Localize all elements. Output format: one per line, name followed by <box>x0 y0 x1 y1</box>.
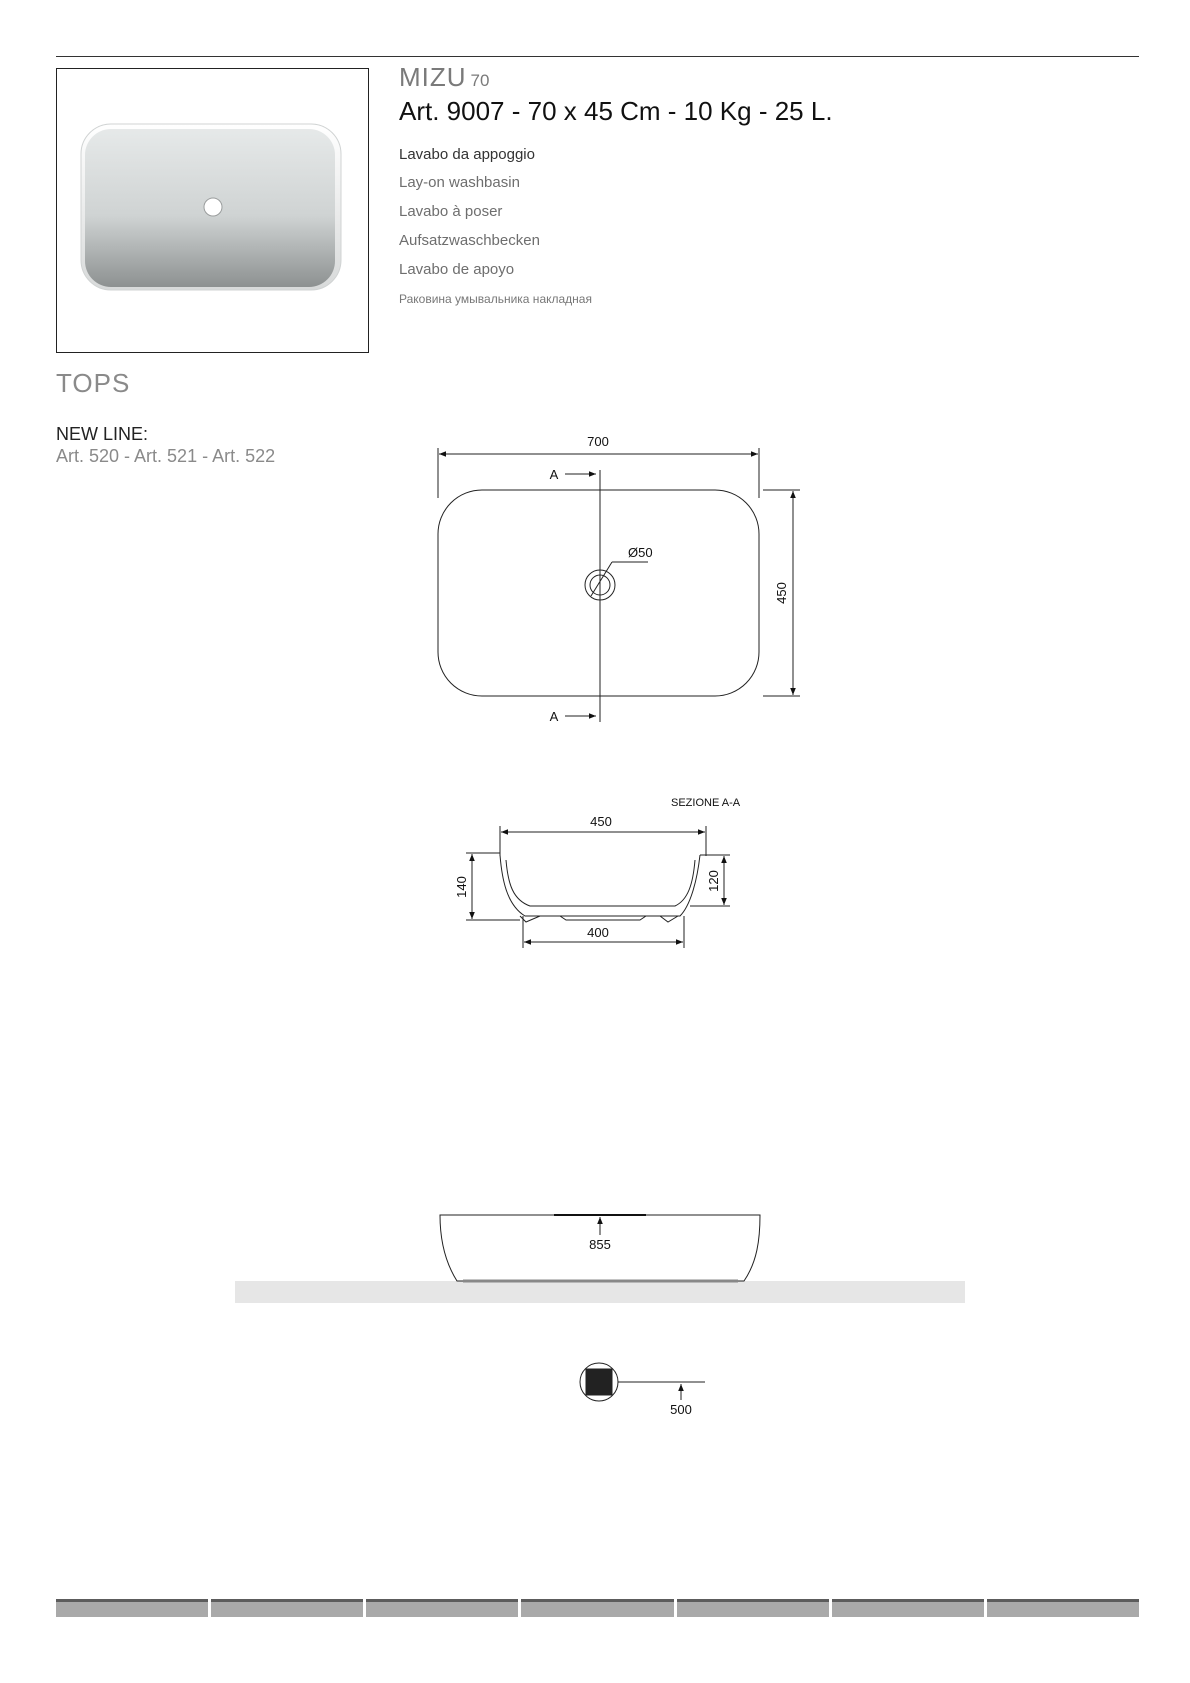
section-title: TOPS <box>56 368 131 398</box>
section-marker-top: A <box>549 467 559 482</box>
product-photo <box>56 68 369 353</box>
article-spec: Art. 9007 - 70 x 45 Cm - 10 Kg - 25 L. <box>399 96 833 126</box>
drain-symbol <box>580 1363 705 1401</box>
footer-bar <box>56 1599 1139 1617</box>
footer-segment <box>366 1599 518 1617</box>
section-view-drawing <box>466 826 730 948</box>
product-name <box>399 62 489 93</box>
product-name-text: MIZU <box>399 62 467 92</box>
section-title-label: SEZIONE A-A <box>671 797 741 809</box>
section-top-width-label: 450 <box>590 814 612 829</box>
footer-segment <box>56 1599 208 1617</box>
countertop <box>235 1281 965 1303</box>
footer-segment <box>677 1599 829 1617</box>
top-view-drawing <box>438 448 800 722</box>
section-inner-height-label: 120 <box>706 870 721 892</box>
description-fr: Lavabo à poser <box>399 203 503 220</box>
product-size: 70 <box>470 71 490 90</box>
footer-segment <box>987 1599 1139 1617</box>
section-bottom-width-label: 400 <box>587 925 609 940</box>
drain-diameter-label: Ø50 <box>628 545 653 560</box>
new-line-label: NEW LINE: <box>56 424 149 444</box>
section-marker-bottom: A <box>549 709 559 724</box>
new-line-articles: Art. 520 - Art. 521 - Art. 522 <box>56 446 276 466</box>
top-rule <box>56 56 1139 57</box>
footer-segment <box>521 1599 673 1617</box>
top-depth-label: 450 <box>774 582 789 604</box>
description-en: Lay-on washbasin <box>399 174 520 191</box>
section-total-height-label: 140 <box>454 876 469 898</box>
footer-segment <box>211 1599 363 1617</box>
footer-segment <box>832 1599 984 1617</box>
top-width-label: 700 <box>587 434 609 449</box>
washbasin-render <box>57 69 370 354</box>
install-view-drawing <box>440 1215 760 1281</box>
description-ru: Раковина умывальника накладная <box>399 292 592 306</box>
description-it: Lavabo da appoggio <box>399 146 535 163</box>
description-de: Aufsatzwaschbecken <box>399 232 540 249</box>
description-es: Lavabo de apoyo <box>399 261 515 278</box>
drain-height-label: 500 <box>670 1402 692 1417</box>
install-height-label: 855 <box>589 1237 611 1252</box>
